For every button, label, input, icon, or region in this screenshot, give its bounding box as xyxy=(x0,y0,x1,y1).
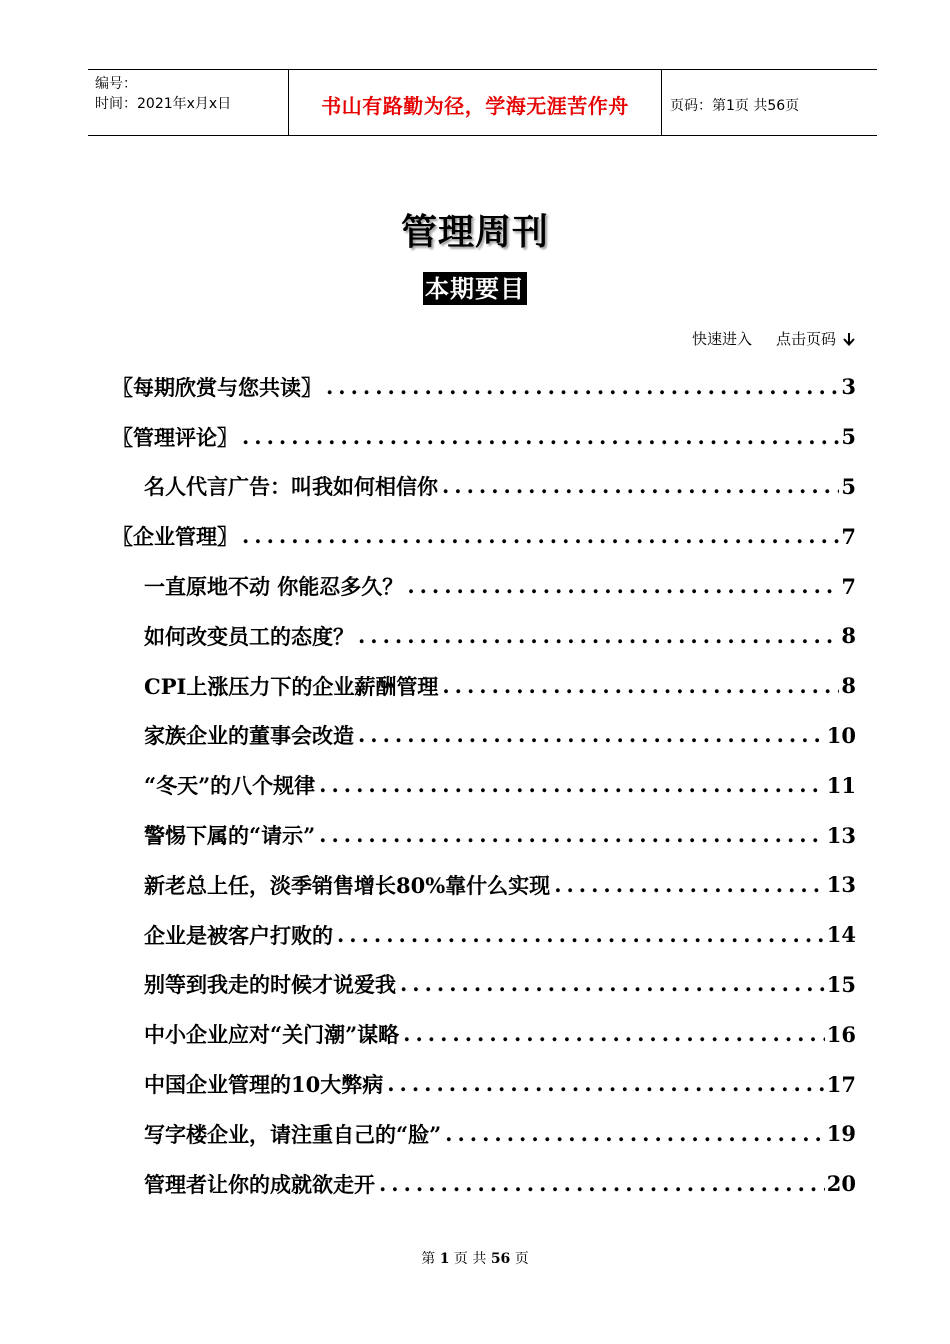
toc-entry-page-link[interactable]: 7 xyxy=(841,523,856,549)
toc-entry-page-link[interactable]: 11 xyxy=(826,772,856,798)
toc-leader-dots xyxy=(242,422,839,452)
toc-entry[interactable] xyxy=(112,860,856,910)
toc-entry[interactable] xyxy=(112,760,856,810)
toc-entry-page-link[interactable]: 13 xyxy=(826,872,856,898)
page-footer: 第 1 页 共 56 页 xyxy=(421,1251,529,1267)
toc-entry-title[interactable]: 写字楼企业，请注重自己的“脸” xyxy=(144,1121,442,1147)
toc-entry[interactable] xyxy=(112,661,856,711)
toc-entry-title[interactable]: 中小企业应对“关门潮”谋略 xyxy=(144,1022,400,1048)
toc-entry[interactable] xyxy=(112,412,856,462)
toc-entry-page-link[interactable]: 5 xyxy=(841,473,856,499)
toc-leader-dots xyxy=(442,471,839,501)
toc-entry-page-link[interactable]: 19 xyxy=(826,1121,856,1147)
toc-entry-page-link[interactable]: 5 xyxy=(841,424,856,450)
toc-entry-title[interactable]: 企业是被客户打败的 xyxy=(144,922,333,948)
toc-entry-page-link[interactable]: 3 xyxy=(841,374,856,400)
page-title: 管理周刊 xyxy=(400,212,549,253)
document-header xyxy=(88,69,877,136)
toc-entry-title[interactable]: 如何改变员工的态度？ xyxy=(144,623,354,649)
toc-entry-title[interactable]: 警惕下属的“请示” xyxy=(144,823,316,849)
subtitle-wrap xyxy=(0,272,950,305)
toc-entry[interactable] xyxy=(112,1159,856,1209)
toc-entry-page-link[interactable]: 13 xyxy=(826,822,856,848)
toc-entry-page-link[interactable]: 17 xyxy=(826,1071,856,1097)
toc-entry-title[interactable]: 〖企业管理〗 xyxy=(112,524,238,550)
toc-leader-dots xyxy=(242,521,839,551)
header-page-info: 页码：第1页 共56页 xyxy=(670,97,800,114)
toc-entry-page-link[interactable]: 15 xyxy=(826,971,856,997)
toc-leader-dots xyxy=(403,1019,825,1049)
toc-entry-title[interactable]: 一直原地不动 你能忍多久？ xyxy=(144,574,404,600)
toc-leader-dots xyxy=(407,571,839,601)
toc-leader-dots xyxy=(319,770,825,800)
footer-current-page: 1 xyxy=(439,1251,450,1267)
toc-entry[interactable] xyxy=(112,711,856,761)
toc-entry-page-link[interactable]: 8 xyxy=(841,673,856,699)
toc-entry-page-link[interactable]: 8 xyxy=(841,623,856,649)
toc-entry-page-link[interactable]: 7 xyxy=(841,573,856,599)
toc-entry-title[interactable]: “冬天”的八个规律 xyxy=(144,773,316,799)
toc-entry-title[interactable]: 中国企业管理的10大弊病 xyxy=(144,1072,384,1098)
toc-entry-title[interactable]: 〖每期欣赏与您共读〗 xyxy=(112,374,322,400)
toc-leader-dots xyxy=(554,870,825,900)
toc-entry-page-link[interactable]: 20 xyxy=(826,1171,856,1197)
toc-leader-dots xyxy=(358,621,839,651)
click-page-text: 点击页码 xyxy=(775,330,836,348)
toc-leader-dots xyxy=(387,1069,825,1099)
toc-entry[interactable] xyxy=(112,362,856,412)
toc-entry-page-link[interactable]: 14 xyxy=(826,922,856,948)
quick-entry xyxy=(692,328,856,349)
toc-entry-page-link[interactable]: 16 xyxy=(826,1021,856,1047)
toc-entry-page-link[interactable]: 10 xyxy=(826,722,856,748)
time-label: 时间：2021年x月x日 xyxy=(95,96,232,112)
toc-entry[interactable] xyxy=(112,611,856,661)
toc-leader-dots xyxy=(319,820,825,850)
table-of-contents xyxy=(112,362,856,1209)
toc-entry-title[interactable]: 新老总上任，淡季销售增长80%靠什么实现 xyxy=(144,872,551,898)
quick-entry-text: 快速进入 xyxy=(691,330,752,348)
toc-entry-title[interactable]: 家族企业的董事会改造 xyxy=(144,723,354,749)
header-meta xyxy=(88,70,288,135)
toc-leader-dots xyxy=(442,671,839,701)
toc-entry-title[interactable]: 〖管理评论〗 xyxy=(112,424,238,450)
toc-leader-dots xyxy=(445,1119,825,1149)
toc-entry[interactable] xyxy=(112,1109,856,1159)
toc-entry-title[interactable]: CPI上涨压力下的企业薪酬管理 xyxy=(144,673,439,699)
toc-leader-dots xyxy=(326,372,839,402)
toc-entry[interactable] xyxy=(112,462,856,512)
serial-label: 编号： xyxy=(95,76,137,92)
page-subtitle: 本期要目 xyxy=(423,272,527,305)
toc-entry[interactable] xyxy=(112,910,856,960)
footer-total-pages: 56 xyxy=(490,1251,511,1267)
toc-entry-title[interactable]: 别等到我走的时候才说爱我 xyxy=(144,972,396,998)
toc-leader-dots xyxy=(379,1169,825,1199)
toc-entry-title[interactable]: 名人代言广告：叫我如何相信你 xyxy=(144,474,438,500)
toc-entry[interactable] xyxy=(112,511,856,561)
header-motto: 书山有路勤为径，学海无涯苦作舟 xyxy=(288,70,662,135)
toc-entry[interactable] xyxy=(112,1059,856,1109)
toc-leader-dots xyxy=(400,969,825,999)
toc-leader-dots xyxy=(337,920,825,950)
toc-entry[interactable] xyxy=(112,960,856,1010)
arrow-down-icon xyxy=(842,331,856,347)
toc-entry[interactable] xyxy=(112,810,856,860)
toc-entry[interactable] xyxy=(112,1009,856,1059)
toc-leader-dots xyxy=(358,720,825,750)
toc-entry-title[interactable]: 管理者让你的成就欲走开 xyxy=(144,1171,375,1197)
toc-entry[interactable] xyxy=(112,561,856,611)
